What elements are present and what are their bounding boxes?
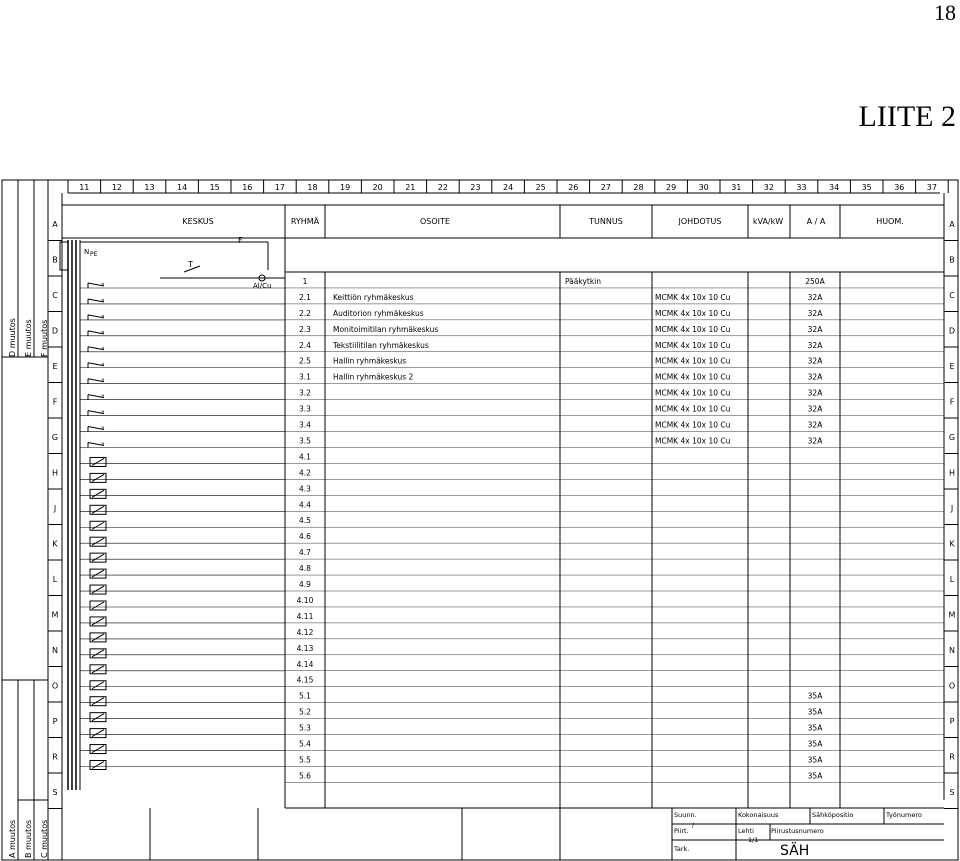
feed-label: F bbox=[238, 236, 243, 245]
column-number: 35 bbox=[861, 183, 872, 192]
row-letter-right: N bbox=[949, 645, 955, 655]
tb-piirt: Piirt. bbox=[674, 827, 689, 835]
column-number: 25 bbox=[535, 183, 546, 192]
column-number: 32 bbox=[763, 183, 774, 192]
table-cell-johdotus: MCMK 4x 10x 10 Cu bbox=[655, 324, 731, 334]
column-number: 14 bbox=[177, 183, 188, 192]
header-tunnus: TUNNUS bbox=[589, 217, 623, 226]
breaker-symbol bbox=[88, 297, 105, 304]
table-cell-ryhma: 4.1 bbox=[299, 452, 311, 462]
meter-label: Al/Cu bbox=[253, 282, 272, 290]
column-number: 27 bbox=[600, 183, 611, 192]
table-cell-ryhma: 4.15 bbox=[296, 675, 314, 685]
row-letter-left: M bbox=[51, 610, 59, 620]
table-cell-ryhma: 4.13 bbox=[296, 643, 314, 653]
page-number: 18 bbox=[934, 0, 956, 25]
fuse-symbol bbox=[90, 489, 106, 498]
table-cell-ampeeri: 32A bbox=[807, 388, 823, 398]
fuse-symbol bbox=[90, 649, 106, 658]
column-number: 21 bbox=[405, 183, 416, 192]
table-cell-ampeeri: 32A bbox=[807, 436, 823, 446]
row-letter-right: L bbox=[949, 574, 955, 584]
fuse-symbol bbox=[90, 665, 106, 674]
row-letter-left: G bbox=[51, 432, 59, 442]
column-number: 28 bbox=[633, 183, 644, 192]
table-cell-ryhma: 4.4 bbox=[299, 500, 311, 510]
breaker-symbol bbox=[88, 345, 105, 352]
row-letter-right: H bbox=[948, 468, 956, 478]
fuse-symbol bbox=[90, 553, 106, 562]
fuse-symbol bbox=[90, 537, 106, 546]
column-number: 15 bbox=[209, 183, 220, 192]
table-cell-ryhma: 4.3 bbox=[299, 484, 311, 494]
column-number: 31 bbox=[731, 183, 742, 192]
fuse-symbol bbox=[90, 521, 106, 530]
header-ampeeri: A / A bbox=[806, 217, 826, 226]
row-letter-left: K bbox=[52, 539, 58, 549]
fuse-symbol bbox=[90, 729, 106, 738]
table-cell-ryhma: 4.10 bbox=[296, 595, 314, 605]
column-number: 34 bbox=[829, 183, 840, 192]
table-cell-johdotus: MCMK 4x 10x 10 Cu bbox=[655, 308, 731, 318]
table-cell-osoite: Monitoimitilan ryhmäkeskus bbox=[333, 324, 439, 334]
table-cell-ryhma: 3.3 bbox=[299, 404, 311, 414]
table-cell-ryhma: 3.5 bbox=[299, 436, 311, 446]
svg-text:»: » bbox=[101, 312, 105, 320]
fuse-symbol bbox=[90, 745, 106, 754]
fuse-symbol bbox=[90, 681, 106, 690]
table-cell-ampeeri: 32A bbox=[807, 292, 823, 302]
change-note-c: C muutos bbox=[40, 819, 49, 858]
table-cell-ampeeri: 35A bbox=[807, 707, 823, 717]
column-number: 30 bbox=[698, 183, 709, 192]
row-letter-right: B bbox=[949, 255, 955, 265]
row-letter-right: S bbox=[949, 787, 955, 797]
column-number: 33 bbox=[796, 183, 807, 192]
table-cell-johdotus: MCMK 4x 10x 10 Cu bbox=[655, 340, 731, 350]
row-letter-left: L bbox=[52, 574, 58, 584]
table-cell-ampeeri: 32A bbox=[807, 404, 823, 414]
table-cell-ryhma: 4.12 bbox=[296, 627, 314, 637]
table-cell-johdotus: MCMK 4x 10x 10 Cu bbox=[655, 436, 731, 446]
row-letter-left: C bbox=[52, 290, 58, 300]
fuse-symbol bbox=[90, 713, 106, 722]
table-cell-ampeeri: 35A bbox=[807, 755, 823, 765]
row-letter-left: F bbox=[52, 397, 58, 407]
fuse-symbol bbox=[90, 697, 106, 706]
column-number: 16 bbox=[242, 183, 253, 192]
table-cell-johdotus: MCMK 4x 10x 10 Cu bbox=[655, 292, 731, 302]
table-cell-ampeeri: 250A bbox=[805, 276, 825, 286]
svg-text:»: » bbox=[101, 440, 105, 448]
table-cell-ryhma: 5.2 bbox=[299, 707, 311, 717]
column-number: 20 bbox=[372, 183, 383, 192]
table-cell-ryhma: 5.5 bbox=[299, 755, 311, 765]
row-letter-right: O bbox=[948, 681, 956, 691]
table-cell-osoite: Auditorion ryhmäkeskus bbox=[333, 308, 424, 318]
header-osoite: OSOITE bbox=[420, 217, 450, 226]
row-letter-left: N bbox=[52, 645, 58, 655]
fuse-symbol bbox=[90, 473, 106, 482]
breaker-symbol bbox=[88, 441, 105, 448]
column-number: 29 bbox=[666, 183, 677, 192]
column-number: 11 bbox=[79, 183, 90, 192]
table-cell-ryhma: 4.7 bbox=[299, 548, 311, 558]
tb-suunn: Suunn. bbox=[674, 811, 697, 819]
table-cell-ryhma: 2.2 bbox=[299, 308, 311, 318]
row-letter-left: S bbox=[52, 787, 58, 797]
table-cell-johdotus: MCMK 4x 10x 10 Cu bbox=[655, 420, 731, 430]
row-letter-right: M bbox=[948, 610, 956, 620]
breaker-symbol bbox=[88, 329, 105, 336]
table-cell-tunnus: Pääkytkin bbox=[565, 276, 602, 286]
table-cell-ampeeri: 32A bbox=[807, 340, 823, 350]
fuse-symbol bbox=[90, 617, 106, 626]
table-cell-ryhma: 1 bbox=[302, 276, 308, 286]
row-letter-left: D bbox=[51, 326, 59, 336]
table-cell-ampeeri: 32A bbox=[807, 372, 823, 382]
table-cell-ryhma: 4.11 bbox=[296, 611, 314, 621]
column-number: 23 bbox=[470, 183, 481, 192]
table-cell-osoite: Tekstiilitilan ryhmäkeskus bbox=[333, 340, 429, 350]
column-number: 17 bbox=[274, 183, 285, 192]
fuse-symbol bbox=[90, 761, 106, 770]
row-letter-right: P bbox=[949, 716, 955, 726]
table-cell-ryhma: 2.4 bbox=[299, 340, 311, 350]
column-number: 36 bbox=[894, 183, 905, 192]
column-number: 13 bbox=[144, 183, 155, 192]
fuse-symbol bbox=[90, 505, 106, 514]
tb-sahkopositio: Sähköpositio bbox=[812, 811, 854, 819]
table-cell-johdotus: MCMK 4x 10x 10 Cu bbox=[655, 404, 731, 414]
breaker-symbol bbox=[88, 425, 105, 432]
column-number: 18 bbox=[307, 183, 318, 192]
row-letter-right: C bbox=[949, 290, 955, 300]
column-number: 37 bbox=[926, 183, 937, 192]
svg-text:»: » bbox=[101, 281, 105, 288]
table-cell-johdotus: MCMK 4x 10x 10 Cu bbox=[655, 356, 731, 366]
table-cell-ryhma: 4.8 bbox=[299, 564, 311, 574]
row-letter-right: J bbox=[950, 503, 954, 513]
row-letter-right: G bbox=[948, 432, 956, 442]
row-letter-left: E bbox=[52, 361, 58, 371]
row-letter-right: R bbox=[949, 752, 955, 762]
svg-text:»: » bbox=[101, 344, 105, 352]
breaker-symbol bbox=[88, 409, 105, 416]
table-cell-osoite: Keittiön ryhmäkeskus bbox=[333, 292, 414, 302]
tb-sah: SÄH bbox=[780, 843, 810, 859]
header-huom: HUOM. bbox=[876, 217, 904, 226]
svg-text:»: » bbox=[101, 360, 105, 368]
header-kva: kVA/kW bbox=[752, 217, 784, 226]
header-ryhma: RYHMÄ bbox=[290, 217, 320, 226]
breaker-symbol bbox=[88, 361, 105, 368]
breaker-symbol bbox=[88, 377, 105, 384]
table-cell-ampeeri: 35A bbox=[807, 739, 823, 749]
table-cell-ryhma: 4.9 bbox=[299, 580, 311, 589]
fuse-symbol bbox=[90, 633, 106, 642]
breaker-symbol bbox=[88, 393, 105, 400]
column-number: 19 bbox=[340, 183, 351, 192]
switch-label: T bbox=[188, 260, 193, 269]
tb-lehti-val: 1/1 bbox=[748, 836, 759, 844]
change-note-f: F muutos bbox=[40, 319, 49, 357]
tb-suunn-val: / bbox=[692, 821, 695, 829]
tb-kokonaisuus: Kokonaisuus bbox=[738, 811, 779, 819]
table-cell-ampeeri: 35A bbox=[807, 771, 823, 781]
row-letter-left: B bbox=[52, 255, 58, 265]
svg-text:»: » bbox=[101, 328, 105, 336]
busbar-label-pe: PE bbox=[90, 251, 98, 258]
table-cell-ryhma: 4.6 bbox=[299, 532, 311, 542]
table-cell-ryhma: 5.3 bbox=[299, 723, 311, 733]
svg-text:»: » bbox=[101, 424, 105, 432]
header-keskus: KESKUS bbox=[182, 217, 214, 226]
busbar-label-pre: N bbox=[84, 248, 90, 256]
column-number: 22 bbox=[437, 183, 448, 192]
row-letter-right: E bbox=[949, 361, 955, 371]
table-cell-ryhma: 3.2 bbox=[299, 388, 311, 398]
column-number: 26 bbox=[568, 183, 579, 192]
table-cell-ampeeri: 32A bbox=[807, 324, 823, 334]
row-letter-left: O bbox=[51, 681, 59, 691]
fuse-symbol bbox=[90, 601, 106, 610]
tb-tark: Tark. bbox=[674, 845, 690, 853]
row-letter-right: K bbox=[949, 539, 955, 549]
row-letter-right: D bbox=[948, 326, 956, 336]
table-cell-ryhma: 3.4 bbox=[299, 420, 311, 430]
svg-text:»: » bbox=[101, 376, 105, 384]
svg-text:»: » bbox=[101, 408, 105, 416]
column-number: 24 bbox=[503, 183, 514, 192]
row-letter-left: A bbox=[52, 219, 58, 229]
busbar-block bbox=[60, 242, 68, 270]
row-letter-right: F bbox=[949, 397, 955, 407]
table-cell-johdotus: MCMK 4x 10x 10 Cu bbox=[655, 372, 731, 382]
table-cell-ryhma: 5.1 bbox=[299, 691, 311, 701]
table-cell-ryhma: 4.14 bbox=[296, 659, 314, 669]
breaker-symbol bbox=[88, 313, 105, 320]
fuse-symbol bbox=[90, 585, 106, 594]
change-note-a: A muutos bbox=[8, 819, 17, 858]
table-cell-ampeeri: 32A bbox=[807, 308, 823, 318]
change-note-e: E muutos bbox=[24, 319, 33, 357]
table-cell-ampeeri: 32A bbox=[807, 420, 823, 430]
column-number: 12 bbox=[111, 183, 122, 192]
tb-tyonumero: Työnumero bbox=[886, 811, 922, 819]
change-note-d: D muutos bbox=[8, 318, 17, 357]
row-letter-left: H bbox=[51, 468, 59, 478]
svg-text:»: » bbox=[101, 296, 105, 304]
fuse-symbol bbox=[90, 569, 106, 578]
header-johdotus: JOHDOTUS bbox=[678, 217, 722, 226]
row-letter-left: R bbox=[52, 752, 58, 762]
table-cell-osoite: Hallin ryhmäkeskus bbox=[333, 356, 407, 366]
table-cell-osoite: Hallin ryhmäkeskus 2 bbox=[333, 372, 414, 382]
table-cell-ryhma: 5.6 bbox=[299, 771, 311, 781]
table-cell-ryhma: 3.1 bbox=[299, 372, 311, 382]
table-cell-ryhma: 2.1 bbox=[299, 292, 311, 302]
table-cell-ryhma: 4.2 bbox=[299, 468, 311, 478]
table-cell-ryhma: 2.5 bbox=[299, 356, 311, 366]
tb-lehti: Lehti bbox=[738, 827, 754, 835]
table-cell-johdotus: MCMK 4x 10x 10 Cu bbox=[655, 388, 731, 398]
svg-text:»: » bbox=[101, 392, 105, 400]
fuse-symbol bbox=[90, 457, 106, 466]
row-letter-right: A bbox=[949, 219, 955, 229]
table-cell-ryhma: 5.4 bbox=[299, 739, 311, 749]
table-cell-ryhma: 2.3 bbox=[299, 324, 311, 334]
breaker-symbol bbox=[88, 281, 105, 288]
row-letter-left: P bbox=[52, 716, 58, 726]
row-letter-left: J bbox=[53, 503, 57, 513]
table-cell-ampeeri: 35A bbox=[807, 691, 823, 701]
tb-piirustusnumero: Piirustusnumero bbox=[771, 827, 824, 835]
table-cell-ryhma: 4.5 bbox=[299, 516, 311, 526]
appendix-title: LIITE 2 bbox=[858, 100, 956, 133]
change-note-b: B muutos bbox=[24, 819, 33, 858]
table-cell-ampeeri: 32A bbox=[807, 356, 823, 366]
table-cell-ampeeri: 35A bbox=[807, 723, 823, 733]
